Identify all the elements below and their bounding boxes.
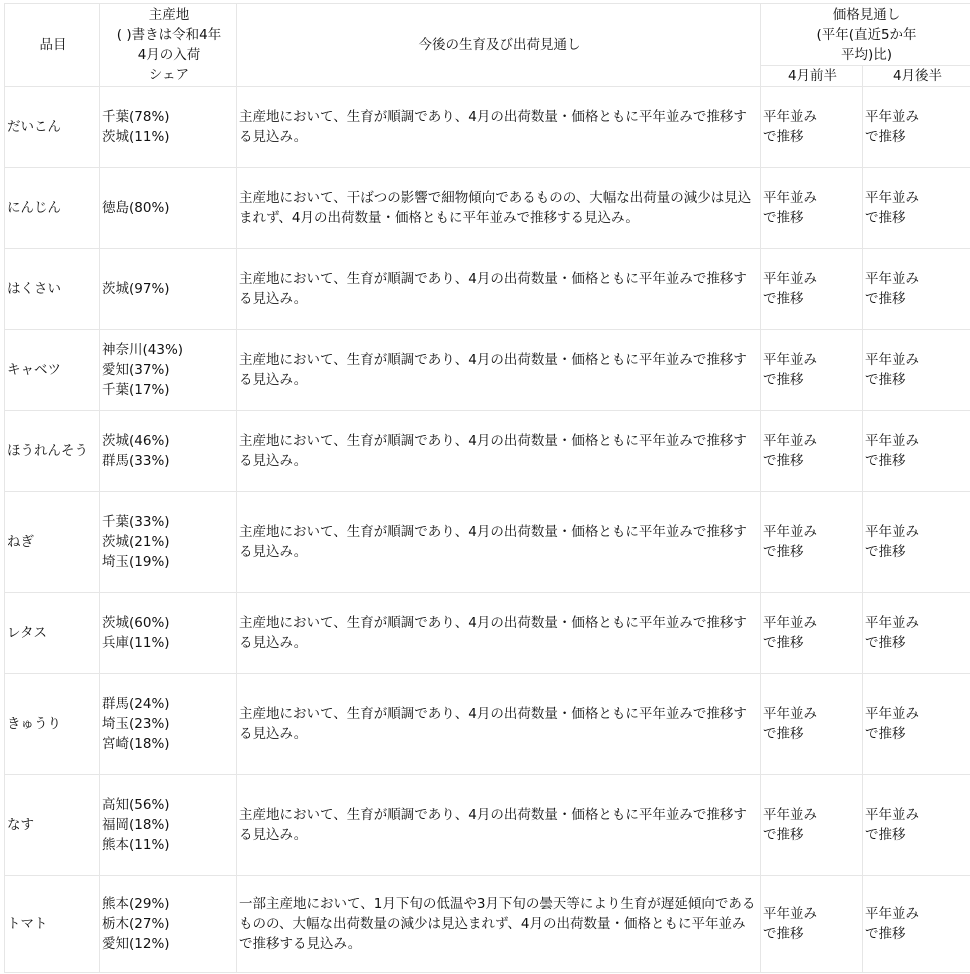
- second-half-cell: [863, 330, 970, 411]
- price-line: で推移: [763, 370, 862, 390]
- second-half-cell: [863, 674, 970, 775]
- outlook-cell: 主産地において、生育が順調であり、4月の出荷数量・価格ともに平年並みで推移する見込み。: [237, 593, 761, 674]
- first-half-cell: [761, 674, 863, 775]
- origin-cell: [100, 249, 237, 330]
- origin-cell: [100, 492, 237, 593]
- price-line: で推移: [865, 924, 970, 944]
- price-line: 平年並み: [763, 188, 862, 208]
- item-cell: はくさい: [5, 249, 100, 330]
- outlook-cell: 主産地において、生育が順調であり、4月の出荷数量・価格ともに平年並みで推移する見込み。: [237, 330, 761, 411]
- outlook-cell: 主産地において、干ばつの影響で細物傾向であるものの、大幅な出荷量の減少は見込まれず、4月の出荷数量・価格ともに平年並みで推移する見込み。: [237, 168, 761, 249]
- outlook-cell: 主産地において、生育が順調であり、4月の出荷数量・価格ともに平年並みで推移する見込み。: [237, 674, 761, 775]
- first-half-header: 4月前半: [761, 66, 863, 87]
- first-half-cell: [761, 330, 863, 411]
- table-row: [5, 775, 970, 876]
- outlook-cell: 主産地において、生育が順調であり、4月の出荷数量・価格ともに平年並みで推移する見込み。: [237, 249, 761, 330]
- origin-entry: 愛知(12%): [102, 934, 236, 954]
- price-line: で推移: [865, 542, 970, 562]
- header-row: [5, 4, 970, 66]
- item-cell: なす: [5, 775, 100, 876]
- price-line: 平年並み: [763, 350, 862, 370]
- item-cell: キャベツ: [5, 330, 100, 411]
- price-header-line: 平均)比): [763, 45, 970, 65]
- origin-cell: [100, 411, 237, 492]
- price-line: で推移: [865, 370, 970, 390]
- origin-entry: 茨城(60%): [102, 613, 236, 633]
- price-line: 平年並み: [763, 269, 862, 289]
- price-line: 平年並み: [865, 188, 970, 208]
- origin-entry: 高知(56%): [102, 795, 236, 815]
- origin-entry: 福岡(18%): [102, 815, 236, 835]
- first-half-cell: [761, 775, 863, 876]
- table-row: [5, 249, 970, 330]
- price-line: で推移: [763, 451, 862, 471]
- price-line: で推移: [763, 924, 862, 944]
- price-line: 平年並み: [763, 904, 862, 924]
- first-half-cell: [761, 593, 863, 674]
- table-row: [5, 87, 970, 168]
- origin-cell: [100, 593, 237, 674]
- table-row: [5, 876, 970, 973]
- outlook-cell: 一部主産地において、1月下旬の低温や3月下旬の曇天等により生育が遅延傾向であるものの、大幅な出荷数量の減少は見込まれず、4月の出荷数量・価格ともに平年並みで推移する見込み。: [237, 876, 761, 973]
- origin-entry: 千葉(78%): [102, 107, 236, 127]
- price-line: で推移: [763, 724, 862, 744]
- second-half-cell: [863, 593, 970, 674]
- vegetable-outlook-table: [4, 3, 970, 973]
- origin-entry: 熊本(11%): [102, 835, 236, 855]
- second-half-cell: [863, 411, 970, 492]
- first-half-cell: [761, 87, 863, 168]
- price-line: 平年並み: [865, 805, 970, 825]
- outlook-cell: 主産地において、生育が順調であり、4月の出荷数量・価格ともに平年並みで推移する見込み。: [237, 492, 761, 593]
- second-half-cell: [863, 876, 970, 973]
- origin-entry: 熊本(29%): [102, 894, 236, 914]
- first-half-cell: [761, 876, 863, 973]
- origin-cell: [100, 775, 237, 876]
- origin-entry: 茨城(11%): [102, 127, 236, 147]
- origin-cell: [100, 168, 237, 249]
- price-line: で推移: [865, 633, 970, 653]
- second-half-cell: [863, 492, 970, 593]
- origin-header-line: シェア: [102, 65, 236, 85]
- origin-entry: 千葉(33%): [102, 512, 236, 532]
- table-row: [5, 168, 970, 249]
- price-line: で推移: [763, 127, 862, 147]
- origin-entry: 茨城(97%): [102, 279, 236, 299]
- price-line: 平年並み: [865, 704, 970, 724]
- price-line: 平年並み: [763, 431, 862, 451]
- price-outlook-header: [761, 4, 970, 66]
- outlook-cell: 主産地において、生育が順調であり、4月の出荷数量・価格ともに平年並みで推移する見込み。: [237, 87, 761, 168]
- item-cell: にんじん: [5, 168, 100, 249]
- origin-entry: 茨城(21%): [102, 532, 236, 552]
- price-line: 平年並み: [865, 431, 970, 451]
- second-half-header: 4月後半: [863, 66, 970, 87]
- outlook-header: 今後の生育及び出荷見通し: [237, 4, 761, 87]
- first-half-cell: [761, 492, 863, 593]
- item-cell: ほうれんそう: [5, 411, 100, 492]
- origin-entry: 群馬(33%): [102, 451, 236, 471]
- origin-entry: 群馬(24%): [102, 694, 236, 714]
- origin-header-line: 主産地: [102, 5, 236, 25]
- price-line: で推移: [865, 289, 970, 309]
- price-line: 平年並み: [763, 704, 862, 724]
- price-line: 平年並み: [865, 107, 970, 127]
- origin-cell: [100, 330, 237, 411]
- price-line: 平年並み: [763, 805, 862, 825]
- origin-cell: [100, 674, 237, 775]
- second-half-cell: [863, 775, 970, 876]
- price-line: 平年並み: [865, 904, 970, 924]
- item-cell: トマト: [5, 876, 100, 973]
- price-line: で推移: [763, 542, 862, 562]
- origin-entry: 神奈川(43%): [102, 340, 236, 360]
- table-row: [5, 492, 970, 593]
- origin-entry: 埼玉(19%): [102, 552, 236, 572]
- origin-entry: 栃木(27%): [102, 914, 236, 934]
- item-cell: だいこん: [5, 87, 100, 168]
- origin-header: [100, 4, 237, 87]
- origin-entry: 千葉(17%): [102, 380, 236, 400]
- price-line: で推移: [865, 127, 970, 147]
- price-line: 平年並み: [865, 269, 970, 289]
- table-row: [5, 411, 970, 492]
- price-line: 平年並み: [865, 350, 970, 370]
- table-row: [5, 330, 970, 411]
- origin-entry: 茨城(46%): [102, 431, 236, 451]
- origin-cell: [100, 87, 237, 168]
- item-cell: レタス: [5, 593, 100, 674]
- outlook-cell: 主産地において、生育が順調であり、4月の出荷数量・価格ともに平年並みで推移する見込み。: [237, 411, 761, 492]
- origin-entry: 兵庫(11%): [102, 633, 236, 653]
- origin-cell: [100, 876, 237, 973]
- price-line: で推移: [763, 825, 862, 845]
- first-half-cell: [761, 411, 863, 492]
- price-line: で推移: [763, 289, 862, 309]
- first-half-cell: [761, 249, 863, 330]
- origin-entry: 埼玉(23%): [102, 714, 236, 734]
- outlook-cell: 主産地において、生育が順調であり、4月の出荷数量・価格ともに平年並みで推移する見込み。: [237, 775, 761, 876]
- price-header-line: (平年(直近5か年: [763, 25, 970, 45]
- price-line: 平年並み: [763, 107, 862, 127]
- first-half-cell: [761, 168, 863, 249]
- item-cell: きゅうり: [5, 674, 100, 775]
- origin-entry: 徳島(80%): [102, 198, 236, 218]
- price-line: 平年並み: [865, 522, 970, 542]
- price-line: で推移: [865, 451, 970, 471]
- item-cell: ねぎ: [5, 492, 100, 593]
- price-line: 平年並み: [865, 613, 970, 633]
- price-line: で推移: [763, 633, 862, 653]
- second-half-cell: [863, 87, 970, 168]
- second-half-cell: [863, 249, 970, 330]
- price-line: 平年並み: [763, 522, 862, 542]
- origin-header-line: ( )書きは令和4年: [102, 25, 236, 45]
- price-line: で推移: [865, 825, 970, 845]
- origin-entry: 宮崎(18%): [102, 734, 236, 754]
- table-row: [5, 593, 970, 674]
- price-line: で推移: [763, 208, 862, 228]
- second-half-cell: [863, 168, 970, 249]
- origin-entry: 愛知(37%): [102, 360, 236, 380]
- price-line: 平年並み: [763, 613, 862, 633]
- origin-header-line: 4月の入荷: [102, 45, 236, 65]
- price-line: で推移: [865, 208, 970, 228]
- table-row: [5, 674, 970, 775]
- price-header-line: 価格見通し: [763, 5, 970, 25]
- price-line: で推移: [865, 724, 970, 744]
- item-header: 品目: [5, 4, 100, 87]
